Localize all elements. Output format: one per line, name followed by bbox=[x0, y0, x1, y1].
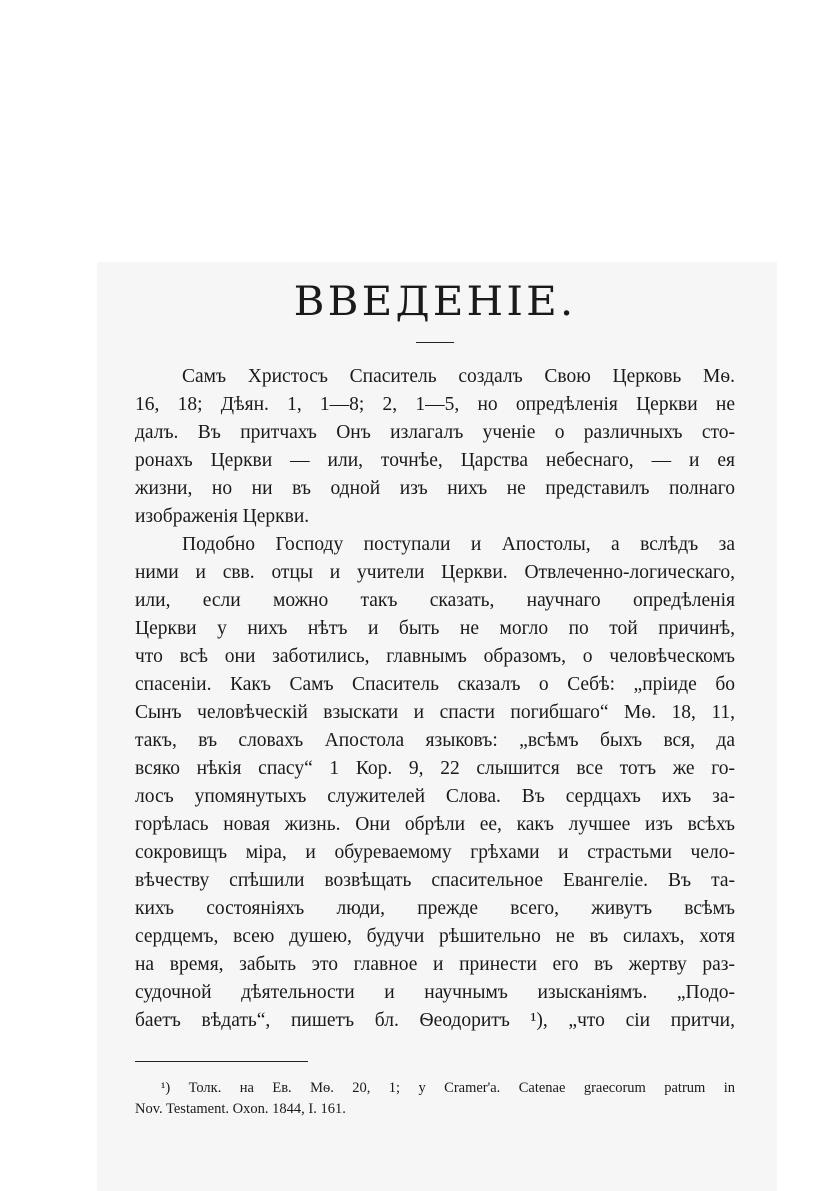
footnote bbox=[135, 1078, 735, 1120]
text-line: Самъ Христосъ Спаситель создалъ Свою Церковь Мѳ. bbox=[182, 366, 735, 387]
text-line: сердцемъ, всею душею, будучи рѣшительно не въ силахъ, хотя bbox=[135, 926, 735, 947]
text-line: кихъ состояніяхъ люди, прежде всего, живутъ всѣмъ bbox=[135, 898, 735, 919]
text-line: ними и свв. отцы и учители Церкви. Отвлеченно-логическаго, bbox=[135, 562, 735, 583]
text-line: лосъ упомянутыхъ служителей Слова. Въ сердцахъ ихъ за- bbox=[135, 786, 735, 807]
footnote-line: ¹) Толк. на Ев. Мѳ. 20, 1; у Cramer'a. Catenae graecorum patrum in bbox=[161, 1080, 735, 1096]
chapter-title: ВВЕДЕНІЕ. bbox=[293, 279, 577, 325]
text-line: Церкви у нихъ нѣтъ и быть не могло по той причинѣ, bbox=[135, 618, 735, 639]
page-body bbox=[135, 363, 735, 1035]
text-line: что всѣ они заботились, главнымъ образомъ, о человѣческомъ bbox=[135, 646, 735, 667]
text-line: жизни, но ни въ одной изъ нихъ не представилъ полнаго bbox=[135, 478, 735, 499]
text-line: горѣлась новая жизнь. Они обрѣли ее, какъ лучшее изъ всѣхъ bbox=[135, 814, 735, 835]
text-line: судочной дѣятельности и научнымъ изысканіямъ. „Подо- bbox=[135, 982, 735, 1003]
text-line: далъ. Въ притчахъ Онъ излагалъ ученіе о различныхъ сто- bbox=[135, 422, 735, 443]
paragraph-1 bbox=[135, 363, 735, 531]
text-line: или, если можно такъ сказать, научнаго опредѣленія bbox=[135, 590, 735, 611]
text-line: спасеніи. Какъ Самъ Спаситель сказалъ о Себѣ: „пріиде бо bbox=[135, 674, 735, 695]
footnote-line: Nov. Testament. Oxon. 1844, I. 161. bbox=[135, 1101, 346, 1117]
text-line: на время, забыть это главное и принести его въ жертву раз- bbox=[135, 954, 735, 975]
text-line: такъ, въ словахъ Апостола языковъ: „всѣмъ быхъ вся, да bbox=[135, 730, 735, 751]
text-line: 16, 18; Дѣян. 1, 1—8; 2, 1—5, но опредѣленія Церкви не bbox=[135, 394, 735, 415]
paragraph-2 bbox=[135, 531, 735, 1035]
text-line: вѣчеству спѣшили возвѣщать спасительное Евангеліе. Въ та- bbox=[135, 870, 735, 891]
text-line: изображенія Церкви. bbox=[135, 506, 310, 527]
text-line: Сынъ человѣческій взыскати и спасти погибшаго“ Мѳ. 18, 11, bbox=[135, 702, 735, 723]
text-line: Подобно Господу поступали и Апостолы, а вслѣдъ за bbox=[182, 534, 735, 555]
book-page bbox=[135, 279, 735, 1120]
text-line: сокровищъ міра, и обуреваемому грѣхами и страстьми чело- bbox=[135, 842, 735, 863]
text-line: баетъ вѣдать“, пишетъ бл. Ѳеодоритъ ¹), „что сіи притчи, bbox=[135, 1010, 735, 1031]
footnote-divider bbox=[135, 1061, 308, 1062]
text-line: ронахъ Церкви — или, точнѣе, Царства небеснаго, — и ея bbox=[135, 450, 735, 471]
title-divider bbox=[416, 342, 454, 343]
text-line: всяко нѣкія спасу“ 1 Кор. 9, 22 слышится все тотъ же го- bbox=[135, 758, 735, 779]
